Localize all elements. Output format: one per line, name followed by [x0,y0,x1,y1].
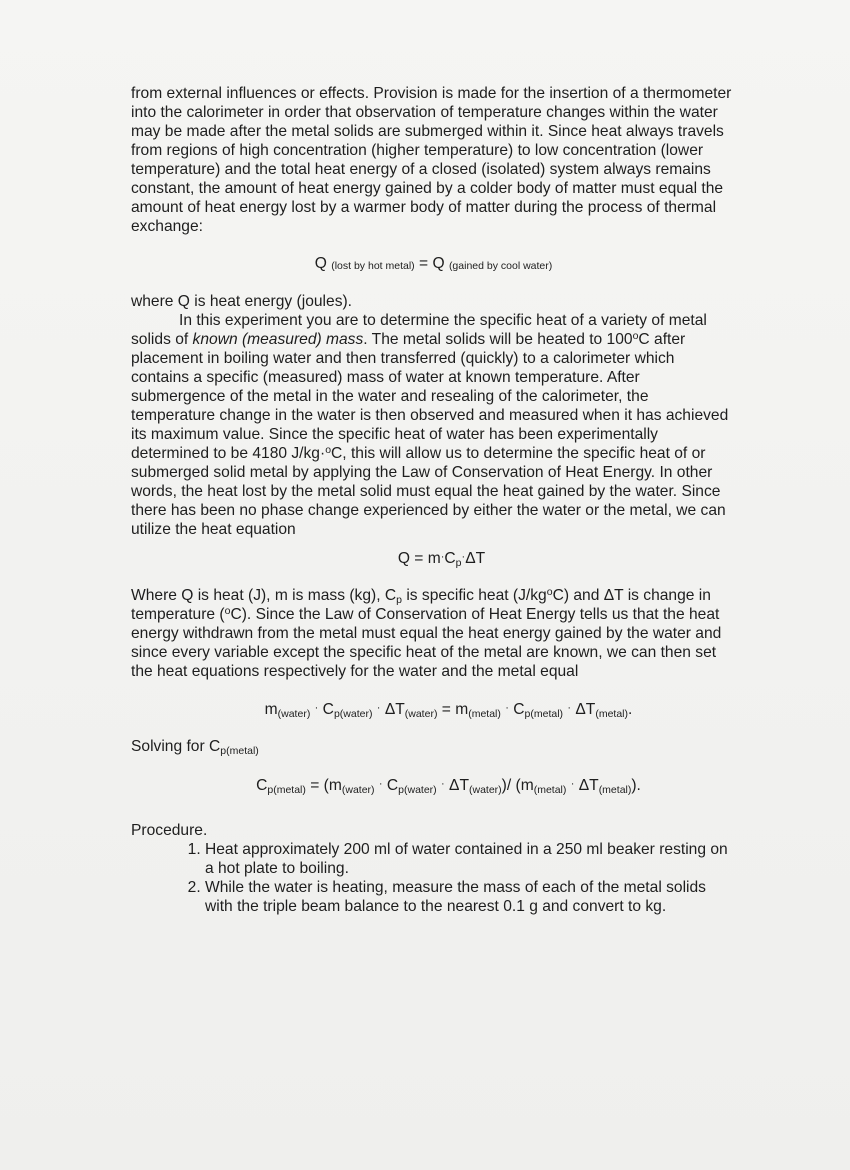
paragraph-q-definition: where Q is heat energy (joules). [131,293,353,310]
paragraph-calorimeter: from external influences or effects. Provision is made for the insertion of a thermometer into the calorimeter in order that observation of temperature changes within the water may be made after the metal solids are submerged within it. Since heat always travels from regions of high concentration (higher temperature) to low concentration (lower temperature) and the total heat energy of a closed (isolated) system always remains constant, the amount of heat energy gained by a colder body of matter must equal the amount of heat energy lost by a warmer body of matter during the process of thermal exchange: [131,85,732,235]
document-body [131,84,736,916]
equation-solution: $C_{p(metal)} = (m_{(water)} \cdot C_{p(water)} \cdot \Delta T_{(water)})/$ $(m_{(metal)} \cdot \Delta T_{(metal)})$. [256,777,641,796]
procedure-heading: Procedure. [131,822,208,839]
paragraph-experiment: In this experiment you are to determine the specific heat of a variety of metal solids of known (measured) mass. The metal solids will be heated to 100$^o$C after placement in boiling water and then transferred (quickly) to a calorimeter which contains a specific (measured) mass of water at known temperature. After submergence of the metal in the water and resealing of the calorimeter, the temperature change in the water is then observed and measured when it has achieved its maximum value. Since the specific heat of water has been experimentally determined to be 4180 J/kg·$^o$C, this will allow us to determine the specific heat of or submerged solid metal by applying the Law of Conservation of Heat Energy. In other words, the heat lost by the metal solid must equal the heat gained by the water. Since there has been no phase change experienced by either the water or the metal, we can utilize the heat equation [131,312,729,538]
equation-balance: $m_{(water)} \cdot C_{p(water)} \cdot \Delta T_{(water)} = m_{(metal)} \cdot C_{p(metal)} \cdot \Delta T_{(metal)}$. [264,701,633,720]
equation-heat-exchange: Q (lost by hot metal) = Q (gained by cool water) [314,255,553,272]
procedure-step: 2. While the water is heating, measure the mass of each of the metal solids with the triple beam balance to the nearest 0.1 g and convert to kg. [205,878,736,916]
procedure-step: 1. Heat approximately 200 ml of water contained in a 250 ml beaker resting on a hot plate to boiling. [205,840,736,878]
paragraph-variables: Where Q is heat (J), m is mass (kg), $C_p$ is specific heat $(J/kg^oC)$ and ΔT is change in temperature ($^o$C). Since the Law of Conservation of Heat Energy tells us that the heat energy withdrawn from the metal must equal the heat energy gained by the water and since every variable except the specific heat of the metal are known, we can then set the heat equations respectively for the water and the metal equal [131,586,722,680]
procedure-list [131,840,736,916]
solving-for-line: Solving for $C_{p(metal)}$ [131,738,259,757]
equation-heat: $Q = m\cdot C_p\cdot\Delta T$ [397,550,486,569]
